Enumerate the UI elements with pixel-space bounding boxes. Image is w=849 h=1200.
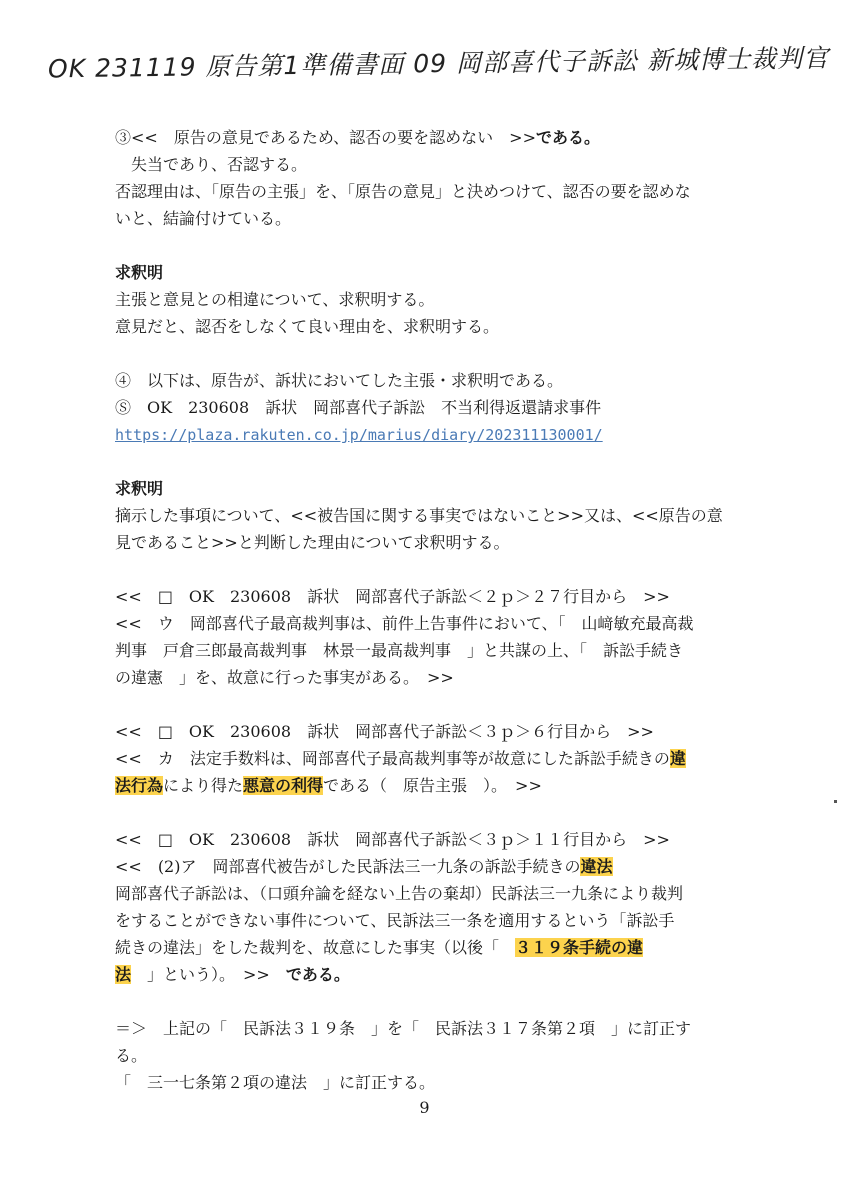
- section3-line-4: いと、結論付けている。: [115, 209, 292, 228]
- correction-line-3: 「 三一七条第２項の違法 」に訂正する。: [115, 1073, 436, 1092]
- quote2-line-3-mid: により得た: [163, 776, 244, 795]
- section4-line-2: Ⓢ OK 230608 訴状 岡部喜代子訴訟 不当利得返還請求事件: [115, 398, 602, 417]
- document-body: [115, 124, 795, 1096]
- page-number: 9: [419, 1098, 430, 1117]
- quote2-line-2: [115, 745, 795, 772]
- quote3-line-2-text: << (2)ア 岡部喜代被告がした民訴法三一九条の訴訟手続きの: [115, 857, 581, 876]
- quote3-line-6: [115, 961, 795, 988]
- kyushakumei-heading-2: 求釈明: [115, 479, 164, 498]
- correction-line-2: る。: [115, 1046, 148, 1065]
- diary-link[interactable]: https://plaza.rakuten.co.jp/marius/diary/202311130001/: [115, 426, 603, 444]
- quote3-line-4: をすることができない事件について、民訴法三一条を適用するという「訴訟手: [115, 911, 675, 930]
- quote3-line-2: [115, 853, 795, 880]
- highlight-319-2: 法: [115, 965, 132, 984]
- correction-line-1: ＝＞ 上記の「 民訴法３１９条 」を「 民訴法３１７条第２項 」に訂正す: [115, 1019, 692, 1038]
- quote1-line-1: << □ OK 230608 訴状 岡部喜代子訴訟＜２ｐ＞２７行目から >>: [115, 587, 670, 606]
- kyushakumei2-line-1: 摘示した事項について、<<被告国に関する事実ではないこと>>又は、<<原告の意: [115, 506, 723, 525]
- quote3-line-6-text: 」という）。 >>: [131, 965, 270, 984]
- kyushakumei1-line-1: 主張と意見との相違について、求釈明する。: [115, 290, 435, 309]
- quote2-line-2-text: << カ 法定手数料は、岡部喜代子最高裁判事等が故意にした訴訟手続きの: [115, 749, 670, 768]
- quote1-line-2: << ウ 岡部喜代子最高裁判事は、前件上告事件において、「 山﨑敏充最高裁: [115, 614, 694, 633]
- kyushakumei2-line-2: 見であること>>と判断した理由について求釈明する。: [115, 533, 510, 552]
- section3-line-1: [115, 124, 795, 151]
- section3-bold-tail: である。: [536, 128, 601, 147]
- kyushakumei1-line-2: 意見だと、認否をしなくて良い理由を、求釈明する。: [115, 317, 500, 336]
- section4-link-line: [115, 421, 795, 448]
- quote2-line-3-post: である（ 原告主張 ）。 >>: [323, 776, 542, 795]
- highlight-319-1: ３１９条手続の違: [515, 938, 644, 957]
- section3-line-2: 失当であり、否認する。: [131, 155, 308, 174]
- highlight-ihou-1: 違: [669, 749, 686, 768]
- quote3-line-5-text: 続きの違法」をした裁判を、故意にした事実（以後「: [115, 938, 516, 957]
- quote3-line-6-bold: である。: [269, 965, 350, 984]
- quote3-line-5: [115, 934, 795, 961]
- section3-text: ③<< 原告の意見であるため、認否の要を認めない >>である。: [115, 128, 601, 147]
- quote3-line-1: << □ OK 230608 訴状 岡部喜代子訴訟＜３ｐ＞１１行目から >>: [115, 830, 670, 849]
- quote3-line-3: 岡部喜代子訴訟は、（口頭弁論を経ない上告の棄却）民訴法三一九条により裁判: [115, 884, 684, 903]
- quote1-line-3: 判事 戸倉三郎最高裁判事 林景一最高裁判事 」と共謀の上、「 訴訟手続き: [115, 641, 684, 660]
- quote2-line-3: [115, 772, 795, 799]
- highlight-ihou-2: 法行為: [115, 776, 164, 795]
- quote2-line-1: << □ OK 230608 訴状 岡部喜代子訴訟＜３ｐ＞６行目から >>: [115, 722, 654, 741]
- section3-line-3: 否認理由は、「原告の主張」を、「原告の意見」と決めつけて、認否の要を認めな: [115, 182, 691, 201]
- highlight-ihou-3: 違法: [580, 857, 613, 876]
- kyushakumei-heading-1: 求釈明: [115, 263, 164, 282]
- quote1-line-4: の違憲 」を、故意に行った事実がある。 >>: [115, 668, 454, 687]
- section4-line-1: ④ 以下は、原告が、訴状においてした主張・求釈明である。: [115, 371, 564, 390]
- handwritten-header: OK 231119 原告第1準備書面 09 岡部喜代子訴訟 新城博士裁判官: [47, 43, 830, 84]
- highlight-akui-ritoku: 悪意の利得: [243, 776, 324, 795]
- scan-speck: [834, 800, 837, 803]
